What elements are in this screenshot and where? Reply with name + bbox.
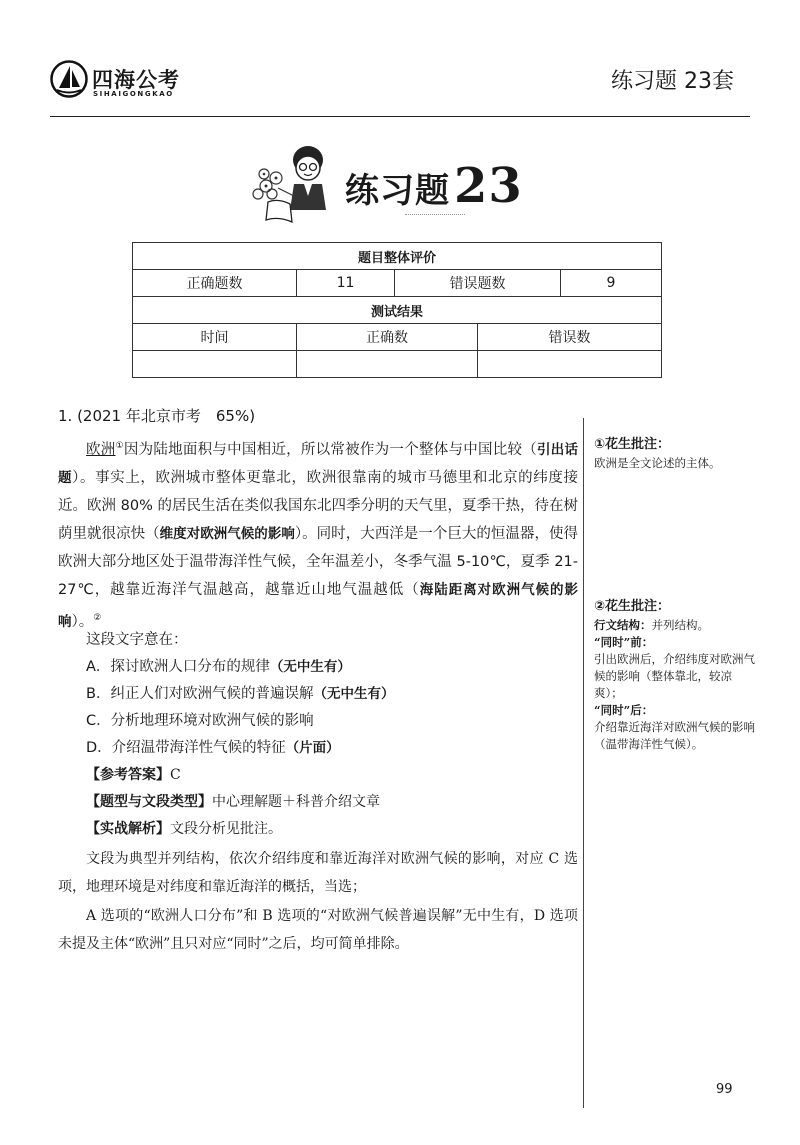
sailboat-logo-icon [50, 60, 88, 98]
note-line [594, 617, 759, 634]
analysis-label: 【实战解析】 [86, 821, 170, 837]
option-tag: （片面） [285, 740, 340, 756]
page-number: 99 [716, 1082, 733, 1097]
logo-english-text: SIHAIGONGKAO [93, 90, 174, 98]
option-b[interactable] [86, 682, 394, 703]
option-text: D．介绍温带海洋性气候的特征 [86, 740, 286, 756]
answer-value: C [170, 767, 181, 783]
col-correct-header: 正确数 [297, 324, 478, 351]
option-a[interactable] [86, 655, 351, 676]
table-row [133, 243, 662, 270]
wrong-count-label: 错误题数 [395, 270, 561, 297]
option-text: B．纠正人们对欧洲气候的普遍误解 [86, 686, 314, 702]
type-label: 【题型与文段类型】 [86, 794, 212, 810]
question-header: 1. (2021 年北京市考 65%) [58, 407, 256, 425]
passage-segment: ）。 [71, 613, 94, 630]
note-title: ②花生批注： [594, 599, 671, 614]
time-input-cell[interactable] [133, 351, 297, 378]
type-line [86, 791, 380, 811]
option-tag: （无中生有） [313, 686, 395, 702]
type-value: 中心理解题＋科普介绍文章 [212, 794, 380, 810]
inline-annotation: 海陆距离对欧洲气候的影响 [58, 581, 579, 630]
side-note-2 [594, 598, 759, 753]
correct-count-value: 11 [297, 270, 395, 297]
brand-logo [50, 60, 200, 104]
annotation-marker-1: ① [115, 441, 124, 451]
correct-count-label: 正确题数 [133, 270, 297, 297]
col-wrong-header: 错误数 [478, 324, 662, 351]
title-underline [405, 214, 465, 215]
page-title [345, 158, 523, 214]
note-text: 欧洲是全文论述的主体。 [594, 456, 721, 470]
question-prompt: 这段文字意在： [86, 632, 188, 648]
table-row [133, 297, 662, 324]
wrong-count-value: 9 [561, 270, 662, 297]
note-text: 并列结构。 [651, 618, 709, 632]
note-line [594, 702, 759, 719]
correct-input-cell[interactable] [297, 351, 478, 378]
wrong-input-cell[interactable] [478, 351, 662, 378]
analysis-paragraph-2: A 选项的“欧洲人口分布”和 B 选项的“对欧洲气候普遍误解”无中生有，D 选项未提及主体“欧洲”且只对应“同时”之后，均可简单排除。 [58, 908, 578, 952]
header-divider [50, 116, 750, 117]
note-label: 行文结构： [594, 618, 652, 632]
side-note-1 [594, 436, 759, 472]
score-table [132, 242, 662, 378]
analysis-paragraph-1: 文段为典型并列结构，依次介绍纬度和靠近海洋对欧洲气候的影响，对应 C 选项，地理环境是对纬度和靠近海洋的概括，当选； [58, 851, 578, 895]
table-row [133, 351, 662, 378]
passage-segment: ）。事实上，欧洲城市整体更靠北，欧洲很靠南的城市马德里和北京的纬度接近。欧洲 80% 的居民生活在类似我国东北四季分明的天气里，夏季干热，待在树荫里就很凉快（ [58, 469, 579, 542]
passage-subject: 欧洲 [86, 441, 116, 458]
annotation-marker-2: ② [93, 612, 102, 623]
analysis-value: 文段分析见批注。 [170, 821, 282, 837]
table-header-overall: 题目整体评价 [133, 243, 662, 270]
table-row [133, 270, 662, 297]
option-tag: （无中生有） [269, 659, 351, 675]
note-label: “同时”前： [594, 635, 654, 649]
option-text: C．分析地理环境对欧洲气候的影响 [86, 713, 314, 729]
passage-text [58, 432, 578, 636]
answer-line [86, 764, 181, 784]
margin-divider [583, 418, 584, 1108]
inline-annotation: 引出话题 [58, 441, 579, 486]
note-title: ①花生批注： [594, 437, 671, 452]
passage-segment: 因为陆地面积与中国相近，所以常被作为一个整体与中国比较（ [123, 441, 537, 458]
passage-segment: ）。同时，大西洋是一个巨大的恒温器，使得欧洲大部分地区处于温带海洋性气候，全年温差小，冬季气温 5-10℃，夏季 21-27℃，越靠近海洋气温越高，越靠近山地气温越低（ [58, 525, 579, 598]
note-label: “同时”后： [594, 703, 654, 717]
title-label: 练习题 [345, 171, 450, 211]
inline-annotation: 维度对欧洲气候的影响 [159, 525, 295, 542]
note-line [594, 634, 759, 651]
logo-chinese-text: 四海公考 [92, 68, 180, 92]
col-time-header: 时间 [133, 324, 297, 351]
analysis-line [86, 818, 282, 838]
option-text: A．探讨欧洲人口分布的规律 [86, 659, 270, 675]
answer-label: 【参考答案】 [86, 767, 170, 783]
title-number: 23 [454, 158, 523, 214]
note-line: 介绍靠近海洋对欧洲气候的影响（温带海洋性气候）。 [594, 720, 755, 751]
option-c[interactable] [86, 709, 314, 730]
note-line: 引出欧洲后，介绍纬度对欧洲气候的影响（整体靠北，较凉爽）； [594, 652, 755, 700]
table-row [133, 324, 662, 351]
option-d[interactable] [86, 736, 340, 757]
cartoon-mascot-icon [248, 138, 340, 230]
running-header-title: 练习题 23套 [611, 69, 734, 94]
table-header-results: 测试结果 [133, 297, 662, 324]
